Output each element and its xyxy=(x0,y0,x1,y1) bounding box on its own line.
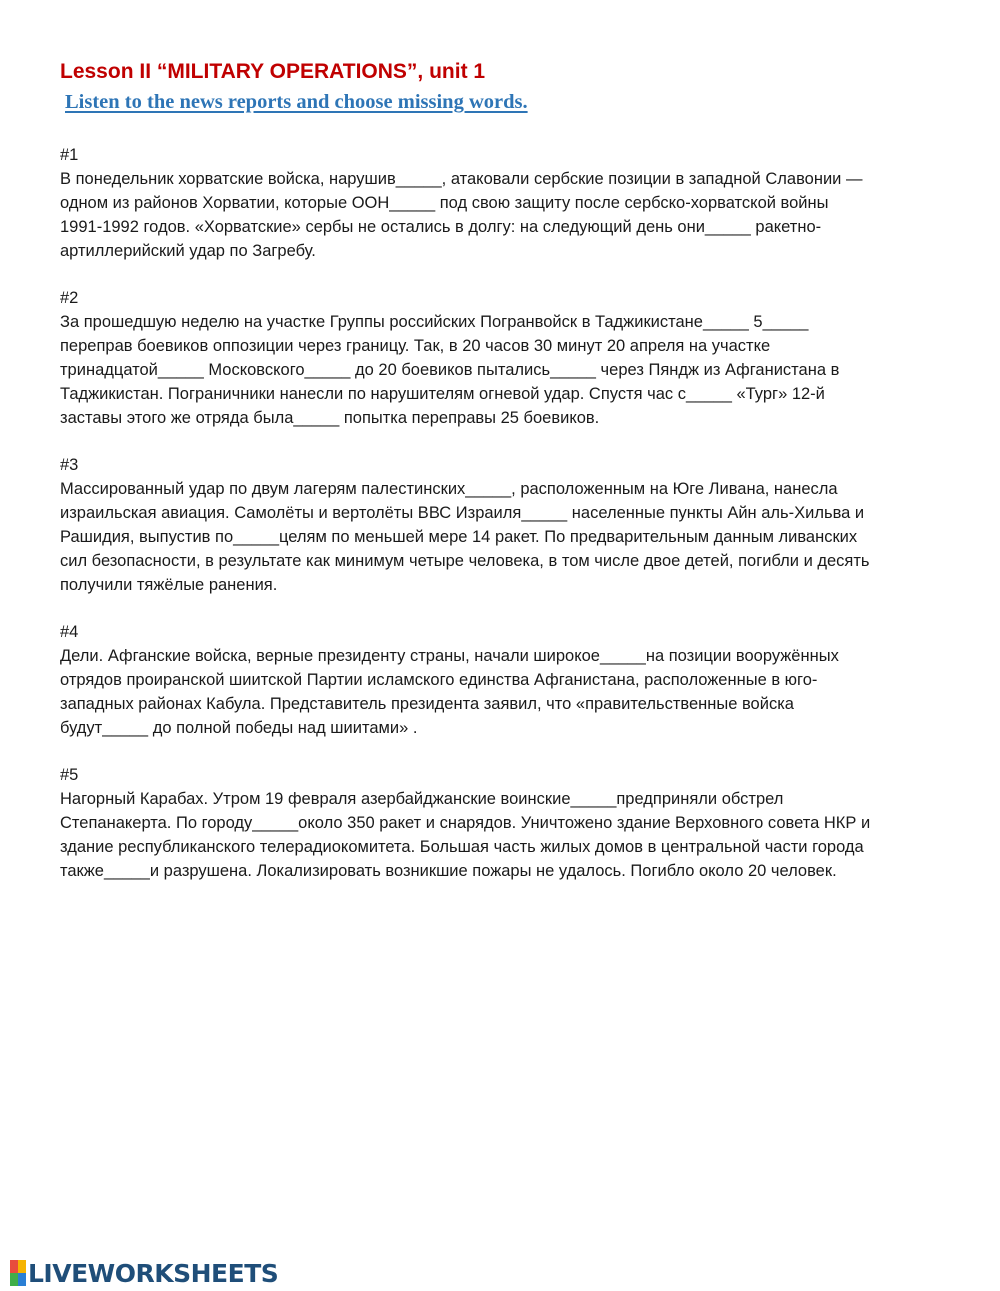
logo-mark-red xyxy=(10,1260,18,1273)
report-line: сил безопасности, в результате как минимум четыре человека, в том числе двое детей, погибли и десять xyxy=(60,552,870,570)
report-line: 1991-1992 годов. «Хорватские» сербы не остались в долгу: на следующий день они_____ ракетно- xyxy=(60,218,822,236)
report-line: отрядов проиранской шиитской Партии исламского единства Афганистана, расположенные в юго- xyxy=(60,671,818,689)
report-number: #1 xyxy=(60,146,79,164)
report-line: будут_____ до полной победы над шиитами» . xyxy=(60,719,418,737)
logo-mark-green xyxy=(10,1273,18,1286)
report-line: также_____и разрушена. Локализировать возникшие пожары не удалось. Погибло около 20 человек. xyxy=(60,862,837,880)
report-line: заставы этого же отряда была_____ попытка переправы 25 боевиков. xyxy=(60,409,600,427)
logo-text: LIVEWORKSHEETS xyxy=(28,1258,279,1288)
report-line: одном из районов Хорватии, которые ООН_____ под свою защиту после сербско-хорватской войны xyxy=(60,194,829,212)
report-line: Степанакерта. По городу_____около 350 ракет и снарядов. Уничтожено здание Верховного совета НКР и xyxy=(60,814,871,832)
lesson-title: Lesson II “MILITARY OPERATIONS”, unit 1 xyxy=(60,60,486,83)
report-line: израильская авиация. Самолёты и вертолёты ВВС Израиля_____ населенные пункты Айн аль-Хильва и xyxy=(60,504,865,522)
news-report-4 xyxy=(60,620,950,740)
report-number: #4 xyxy=(60,623,79,641)
news-report-1 xyxy=(60,143,950,263)
report-line: здание республиканского телерадиокомитета. Большая часть жилых домов в центральной части города xyxy=(60,838,864,856)
report-line: получили тяжёлые ранения. xyxy=(60,576,278,594)
report-line: Таджикистан. Пограничники нанесли по нарушителям огневой удар. Спустя час с_____ «Тург» 12-й xyxy=(60,385,825,403)
instruction-text: Listen to the news reports and choose missing words. xyxy=(65,91,528,113)
report-line: артиллерийский удар по Загребу. xyxy=(60,242,316,260)
report-line: Массированный удар по двум лагерям палестинских_____, расположенным на Юге Ливана, нанесла xyxy=(60,480,838,498)
news-report-2 xyxy=(60,286,950,430)
report-line: Дели. Афганские войска, верные президенту страны, начали широкое_____на позиции вооружённых xyxy=(60,647,839,665)
liveworksheets-logo[interactable] xyxy=(10,1257,278,1289)
report-line: западных районах Кабула. Представитель президента заявил, что «правительственные войска xyxy=(60,695,794,713)
logo-mark-blue xyxy=(18,1273,26,1286)
report-number: #2 xyxy=(60,289,79,307)
report-number: #5 xyxy=(60,766,79,784)
logo-mark-yellow xyxy=(18,1260,26,1273)
report-line: тринадцатой_____ Московского_____ до 20 боевиков пытались_____ через Пяндж из Афганистана в xyxy=(60,361,840,379)
report-line: Нагорный Карабах. Утром 19 февраля азербайджанские воинские_____предприняли обстрел xyxy=(60,790,784,808)
report-line: переправ боевиков оппозиции через границу. Так, в 20 часов 30 минут 20 апреля на участке xyxy=(60,337,771,355)
report-number: #3 xyxy=(60,456,79,474)
news-report-3 xyxy=(60,453,950,597)
report-line: Рашидия, выпустив по_____целям по меньшей мере 14 ракет. По предварительным данным ливанских xyxy=(60,528,858,546)
news-report-5 xyxy=(60,763,950,883)
report-line: В понедельник хорватские войска, нарушив_____, атаковали сербские позиции в западной Славонии — xyxy=(60,170,863,188)
report-line: За прошедшую неделю на участке Группы российских Погранвойск в Таджикистане_____ 5_____ xyxy=(60,313,809,331)
liveworksheets-logo-icon xyxy=(10,1260,26,1286)
